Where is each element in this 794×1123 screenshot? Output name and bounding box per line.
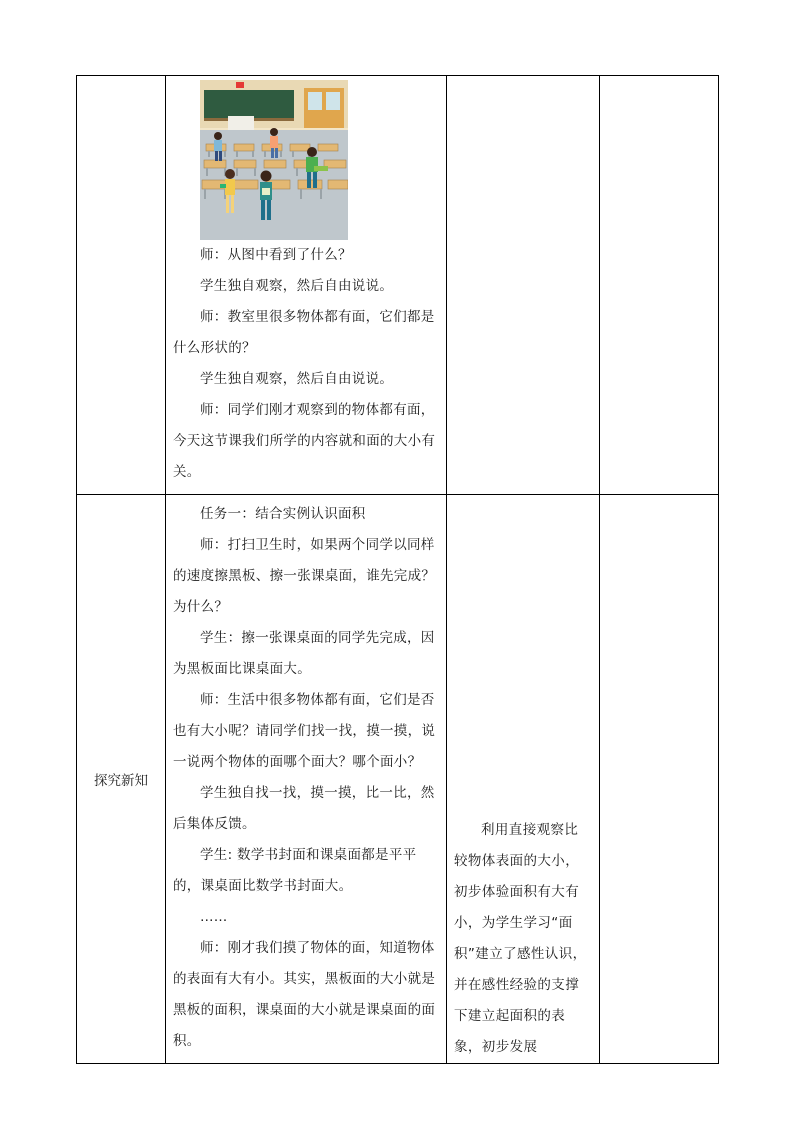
paragraph: 师：教室里很多物体都有面，它们都是什么形状的？	[173, 309, 435, 356]
classroom-illustration	[200, 80, 348, 240]
paragraph: ……	[200, 909, 228, 925]
table-row	[77, 76, 719, 495]
design-note: 利用直接观察比较物体表面的大小，初步体验面积有大有小，为学生学习“面积”建立了感性认识，并在感性经验的支撑下建立起面积的表象，初步发展	[454, 822, 587, 1055]
student-figure	[214, 132, 222, 161]
blackboard	[204, 90, 294, 118]
teaching-process-cell	[166, 495, 447, 1064]
stage-label-cell	[77, 76, 166, 495]
paragraph: 师：同学们刚才观察到的物体都有面，今天这节课我们所学的内容就和面的大小有关。	[173, 402, 436, 480]
design-intent-cell	[447, 495, 600, 1064]
paragraph: 学生: 数学书封面和课桌面都是平平的，课桌面比数学书封面大。	[173, 847, 417, 894]
paragraph: 师：刚才我们摸了物体的面，知道物体的表面有大有小。其实，黑板面的大小就是黑板的面积，课桌面的大小就是课桌面的面积。	[173, 940, 436, 1049]
paragraph: 学生：擦一张课桌面的同学先完成，因为黑板面比课桌面大。	[173, 630, 435, 677]
student-figure	[270, 128, 278, 158]
paragraph: 任务一：结合实例认识面积	[200, 506, 366, 522]
remarks-cell	[600, 76, 719, 495]
table-row	[77, 495, 719, 1064]
paragraph: 师：生活中很多物体都有面，它们是否也有大小呢？请同学们找一找，摸一摸，说一说两个物体的面哪个面大？哪个面小？	[173, 692, 436, 770]
flag-icon	[236, 82, 244, 88]
design-intent-cell	[447, 76, 600, 495]
lesson-plan-table	[76, 75, 719, 1064]
remarks-cell	[600, 495, 719, 1064]
paragraph: 学生独自观察，然后自由说说。	[200, 278, 394, 294]
paragraph: 师：从图中看到了什么？	[200, 247, 352, 263]
stage-label-cell	[77, 495, 166, 1064]
paragraph: 学生独自观察，然后自由说说。	[200, 371, 394, 387]
teaching-process-cell	[166, 76, 447, 495]
paragraph: 学生独自找一找，摸一摸，比一比，然后集体反馈。	[173, 785, 435, 832]
paragraph: 师：打扫卫生时，如果两个同学以同样的速度擦黑板、擦一张课桌面，谁先完成？为什么？	[173, 537, 436, 615]
stage-label: 探究新知	[94, 773, 148, 789]
